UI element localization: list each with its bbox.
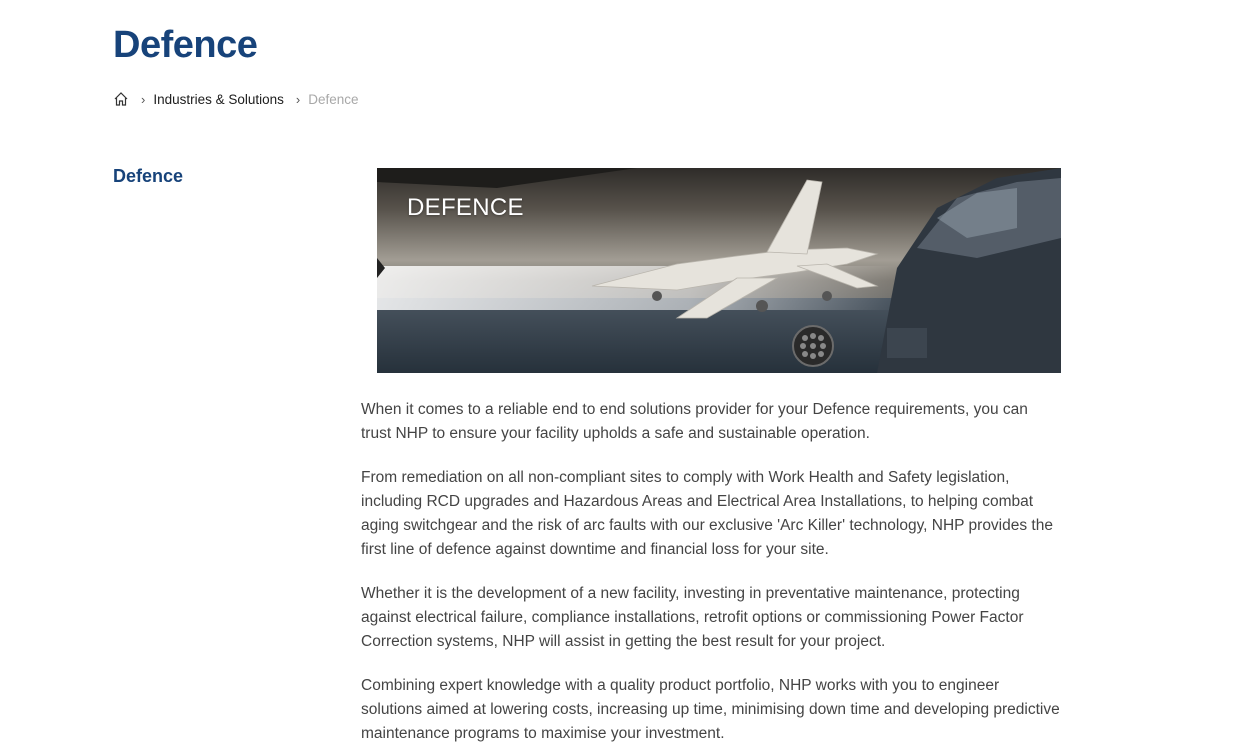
breadcrumb-current: Defence: [308, 91, 359, 107]
banner-title: DEFENCE: [407, 194, 524, 221]
chevron-right-icon: ›: [141, 91, 146, 107]
chevron-right-icon: ›: [295, 91, 301, 107]
content-paragraph: Combining expert knowledge with a quality product portfolio, NHP works with you to engineer solutions aimed at lowering costs, increasing up time, minimising down time and developing predictive maintenance programs to maximise your investment.: [361, 677, 1060, 742]
content-paragraph: Whether it is the development of a new facility, investing in preventative maintenance, protecting against electrical failure, compliance installations, retrofit options or commissioning Power Factor Correction systems, NHP will assist in getting the best result for your project.: [361, 585, 1024, 650]
content-paragraph: From remediation on all non-compliant sites to comply with Work Health and Safety legislation, including RCD upgrades and Hazardous Areas and Electrical Area Installations, to helping combat aging switchgear and the risk of arc faults with our exclusive 'Arc Killer' technology, NHP provides the first line of defence against downtime and financial loss for your site.: [361, 469, 1053, 558]
breadcrumb-link-industries[interactable]: Industries & Solutions: [153, 91, 284, 107]
sidebar-item-defence[interactable]: Defence: [113, 166, 184, 186]
breadcrumb: [113, 89, 359, 109]
main-content: [361, 398, 1061, 755]
content-paragraph: When it comes to a reliable end to end solutions provider for your Defence requirements, you can trust NHP to ensure your facility upholds a safe and sustainable operation.: [361, 401, 1028, 442]
page-title: Defence: [113, 24, 258, 66]
hero-banner-image: [377, 168, 1061, 373]
home-icon[interactable]: [113, 91, 129, 107]
